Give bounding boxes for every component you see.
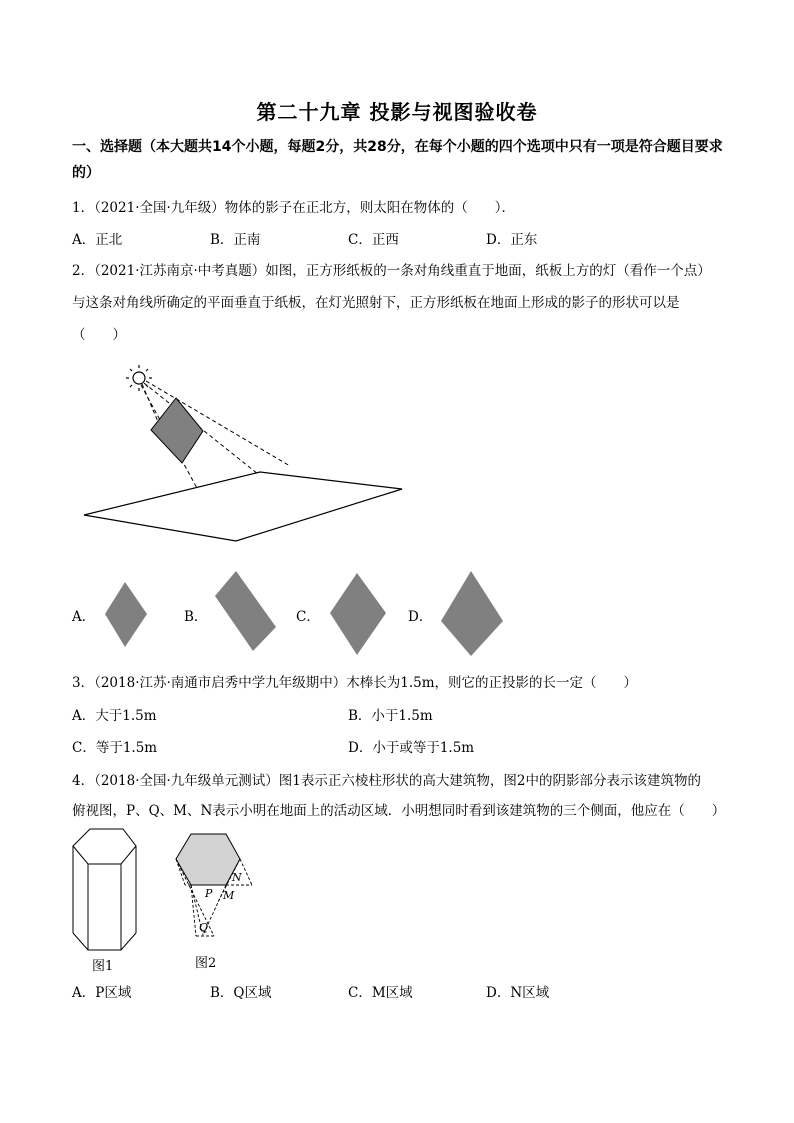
q1-option-d: D．正东: [486, 232, 538, 248]
q1-option-b: B．正南: [210, 232, 261, 248]
square-board: [151, 398, 203, 463]
q3-option-d: D．小于或等于1.5m: [348, 740, 475, 756]
q3-option-a: A．大于1.5m: [72, 708, 157, 724]
q2-option-b-label: B．: [184, 609, 208, 625]
section-heading: 一、选择题（本大题共14个小题，每题2分，共28分，在每个小题的四个选项中只有一项是符合题目要求的）: [72, 139, 723, 181]
lamp-sun-icon: [126, 365, 152, 391]
question-3-stem: 3．（2018·江苏·南通市启秀中学九年级期中）木棒长为1.5m，则它的正投影的长一定（ ）: [72, 675, 638, 691]
label-p: P: [205, 887, 213, 900]
q2-option-a-label: A．: [72, 609, 96, 625]
hexagonal-prism: [73, 829, 136, 950]
hexagonal-prism-figures: [66, 824, 276, 974]
question-4-stem-line1: 4．（2018·全国·九年级单元测试）图1表示正六棱柱形状的高大建筑物，图2中的阴影部分表示该建筑物的: [72, 773, 701, 789]
q2-option-d-label: D．: [408, 609, 433, 625]
question-1-stem: 1．（2021·全国·九年级）物体的影子在正北方，则太阳在物体的（ ）．: [72, 200, 516, 216]
q4-option-d: D．N区域: [486, 985, 550, 1001]
q4-option-c: C．M区域: [348, 985, 413, 1001]
page-title: 第二十九章 投影与视图验收卷: [256, 100, 538, 124]
q2-option-d-shape: [436, 568, 508, 660]
label-q: Q: [199, 921, 209, 934]
q2-option-a-shape: [100, 578, 152, 652]
q3-option-c: C．等于1.5m: [72, 740, 158, 756]
question-2-stem-line2: 与这条对角线所确定的平面垂直于纸板，在灯光照射下，正方形纸板在地面上形成的影子的形状可以是: [72, 295, 680, 311]
q1-option-a: A．正北: [72, 232, 123, 248]
label-n: N: [232, 871, 242, 884]
q1-option-c: C．正西: [348, 232, 399, 248]
q2-option-c-label: C．: [296, 609, 320, 625]
lamp-square-shadow-figure: [70, 360, 420, 550]
q2-option-b-shape: [210, 568, 284, 654]
question-2-stem-line3: （ ）: [72, 327, 126, 343]
q4-option-b: B．Q区域: [210, 985, 272, 1001]
q3-option-b: B．小于1.5m: [348, 708, 433, 724]
question-4-stem-line2: 俯视图，P、Q、M、N表示小明在地面上的活动区域．小明想同时看到该建筑物的三个侧面，他应在（ ）: [72, 803, 726, 819]
q2-option-c-shape: [326, 570, 390, 658]
label-m: M: [223, 889, 235, 902]
figure-1-caption: 图1: [92, 959, 114, 974]
top-view-hexagon: [176, 834, 252, 936]
figure-2-caption: 图2: [195, 956, 217, 971]
ground-plane: [84, 472, 402, 541]
question-2-stem-line1: 2．（2021·江苏南京·中考真题）如图，正方形纸板的一条对角线重直于地面，纸板上方的灯（看作一个点）: [72, 263, 711, 279]
q4-option-a: A．P区域: [72, 985, 132, 1001]
